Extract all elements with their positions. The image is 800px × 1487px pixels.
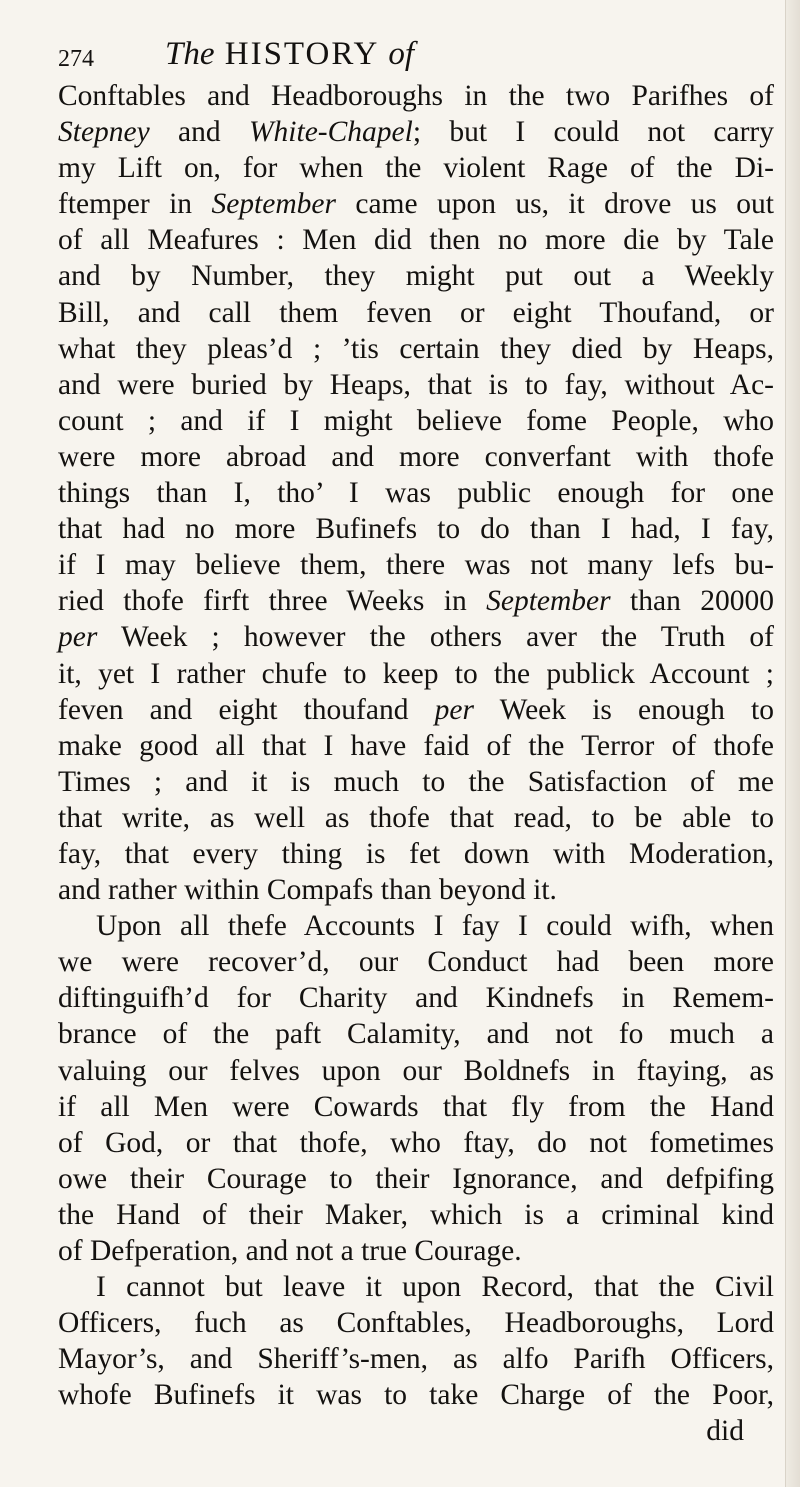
text-segment: diftinguifh’d for Charity and Kindnefs in Remem- — [58, 982, 774, 1015]
text-line — [58, 1269, 774, 1305]
text-line — [58, 836, 774, 872]
text-segment: my Lift on, for when the violent Rage of the Di- — [58, 152, 774, 185]
text-line — [58, 1233, 774, 1269]
text-line — [58, 583, 774, 619]
text-line — [58, 656, 774, 692]
text-line — [58, 944, 774, 980]
body-text — [58, 78, 774, 1413]
text-line — [58, 1016, 774, 1052]
text-segment: that had no more Bufinefs to do than I had, I fay, — [58, 513, 774, 546]
text-segment: Officers, fuch as Conftables, Headboroughs, Lord — [58, 1307, 774, 1340]
text-segment: ftemper in — [58, 188, 212, 221]
text-line — [58, 475, 774, 511]
text-segment: and were buried by Heaps, that is to fay, without Ac- — [58, 368, 774, 401]
text-segment: Times ; and it is much to the Satisfaction of me — [58, 765, 774, 798]
text-line — [58, 367, 774, 403]
text-segment: Mayor’s, and Sheriff’s-men, as alfo Parifh Officers, — [58, 1343, 774, 1376]
text-segment: if I may believe them, there was not many lefs bu- — [58, 549, 774, 582]
text-segment: what they pleas’d ; ’tis certain they died by Heaps, — [58, 332, 774, 365]
text-line — [58, 764, 774, 800]
text-segment: were more abroad and more converfant with thofe — [58, 440, 774, 473]
page-edge — [785, 0, 800, 1487]
italic-text: per — [434, 693, 474, 726]
text-segment: brance of the paft Calamity, and not fo much a — [58, 1018, 774, 1051]
text-segment: fay, that every thing is fet down with Moderation, — [58, 837, 774, 870]
text-line — [58, 1197, 774, 1233]
text-segment: ; but I could not carry — [412, 116, 774, 149]
text-segment: that write, as well as thofe that read, to be able to — [58, 801, 774, 834]
text-segment: than 20000 — [610, 585, 774, 618]
text-line — [58, 1305, 774, 1341]
running-title-main: HISTORY — [224, 36, 379, 72]
text-line — [58, 872, 774, 908]
italic-text: September — [211, 188, 336, 221]
text-line — [58, 222, 774, 258]
running-title — [165, 36, 414, 73]
italic-text: White-Chapel — [248, 116, 413, 149]
text-segment: of Defperation, and not a true Courage. — [58, 1235, 522, 1267]
text-segment: ried thofe firft three Weeks in — [58, 585, 487, 618]
text-line — [58, 331, 774, 367]
text-segment: whofe Bufinefs it was to take Charge of the Poor, — [58, 1379, 774, 1412]
text-line — [58, 980, 774, 1016]
text-segment: it, yet I rather chufe to keep to the publick Account ; — [58, 657, 774, 690]
text-line — [58, 186, 774, 222]
text-line — [58, 439, 774, 475]
text-line — [58, 908, 774, 944]
text-line — [58, 258, 774, 294]
text-segment: the Hand of their Maker, which is a criminal kind — [58, 1198, 774, 1231]
text-line — [58, 295, 774, 331]
text-line — [58, 1377, 774, 1413]
text-segment: and by Number, they might put out a Weekly — [58, 260, 774, 293]
text-segment: feven and eight thoufand — [58, 693, 435, 726]
text-line — [58, 1053, 774, 1089]
text-segment: owe their Courage to their Ignorance, and defpifing — [58, 1162, 774, 1195]
italic-text: Stepney — [58, 116, 150, 149]
text-segment: and — [149, 116, 249, 149]
text-segment: count ; and if I might believe fome People, who — [58, 404, 774, 437]
text-line — [58, 1125, 774, 1161]
text-line — [58, 1341, 774, 1377]
text-segment: Bill, and call them feven or eight Thoufand, or — [58, 296, 774, 329]
text-line — [58, 728, 774, 764]
text-line — [58, 403, 774, 439]
text-line — [58, 692, 774, 728]
text-line — [58, 619, 774, 655]
italic-text: September — [486, 585, 611, 618]
running-title-prefix: The — [165, 36, 215, 72]
text-line — [58, 800, 774, 836]
text-segment: Week ; however the others aver the Truth of — [97, 621, 774, 654]
text-line — [58, 547, 774, 583]
text-segment: I cannot but leave it upon Record, that the Civil — [96, 1271, 774, 1304]
catchword: did — [706, 1415, 744, 1448]
italic-text: per — [58, 621, 98, 654]
page-number: 274 — [58, 46, 94, 72]
text-line — [58, 150, 774, 186]
text-line — [58, 511, 774, 547]
text-segment: of all Meafures : Men did then no more die by Tale — [58, 224, 774, 257]
text-segment: things than I, tho’ I was public enough for one — [58, 477, 774, 510]
text-line — [58, 1089, 774, 1125]
text-segment: valuing our felves upon our Boldnefs in ftaying, as — [58, 1054, 774, 1087]
text-segment: of God, or that thofe, who ftay, do not fometimes — [58, 1126, 774, 1159]
text-line — [58, 114, 774, 150]
text-segment: make good all that I have faid of the Terror of thofe — [58, 729, 774, 762]
text-segment: Conftables and Headboroughs in the two Parifhes of — [58, 80, 774, 112]
running-title-suffix: of — [388, 36, 415, 72]
text-segment: Upon all thefe Accounts I fay I could wifh, when — [96, 910, 774, 943]
text-line — [58, 78, 774, 114]
text-segment: if all Men were Cowards that fly from the Hand — [58, 1090, 774, 1123]
running-head — [58, 36, 774, 78]
text-segment: Week is enough to — [473, 693, 774, 726]
text-segment: came upon us, it drove us out — [335, 188, 774, 221]
text-segment: and rather within Compafs than beyond it. — [58, 874, 557, 907]
page-text — [58, 36, 774, 1449]
text-line — [58, 1161, 774, 1197]
text-segment: we were recover’d, our Conduct had been more — [58, 946, 774, 979]
